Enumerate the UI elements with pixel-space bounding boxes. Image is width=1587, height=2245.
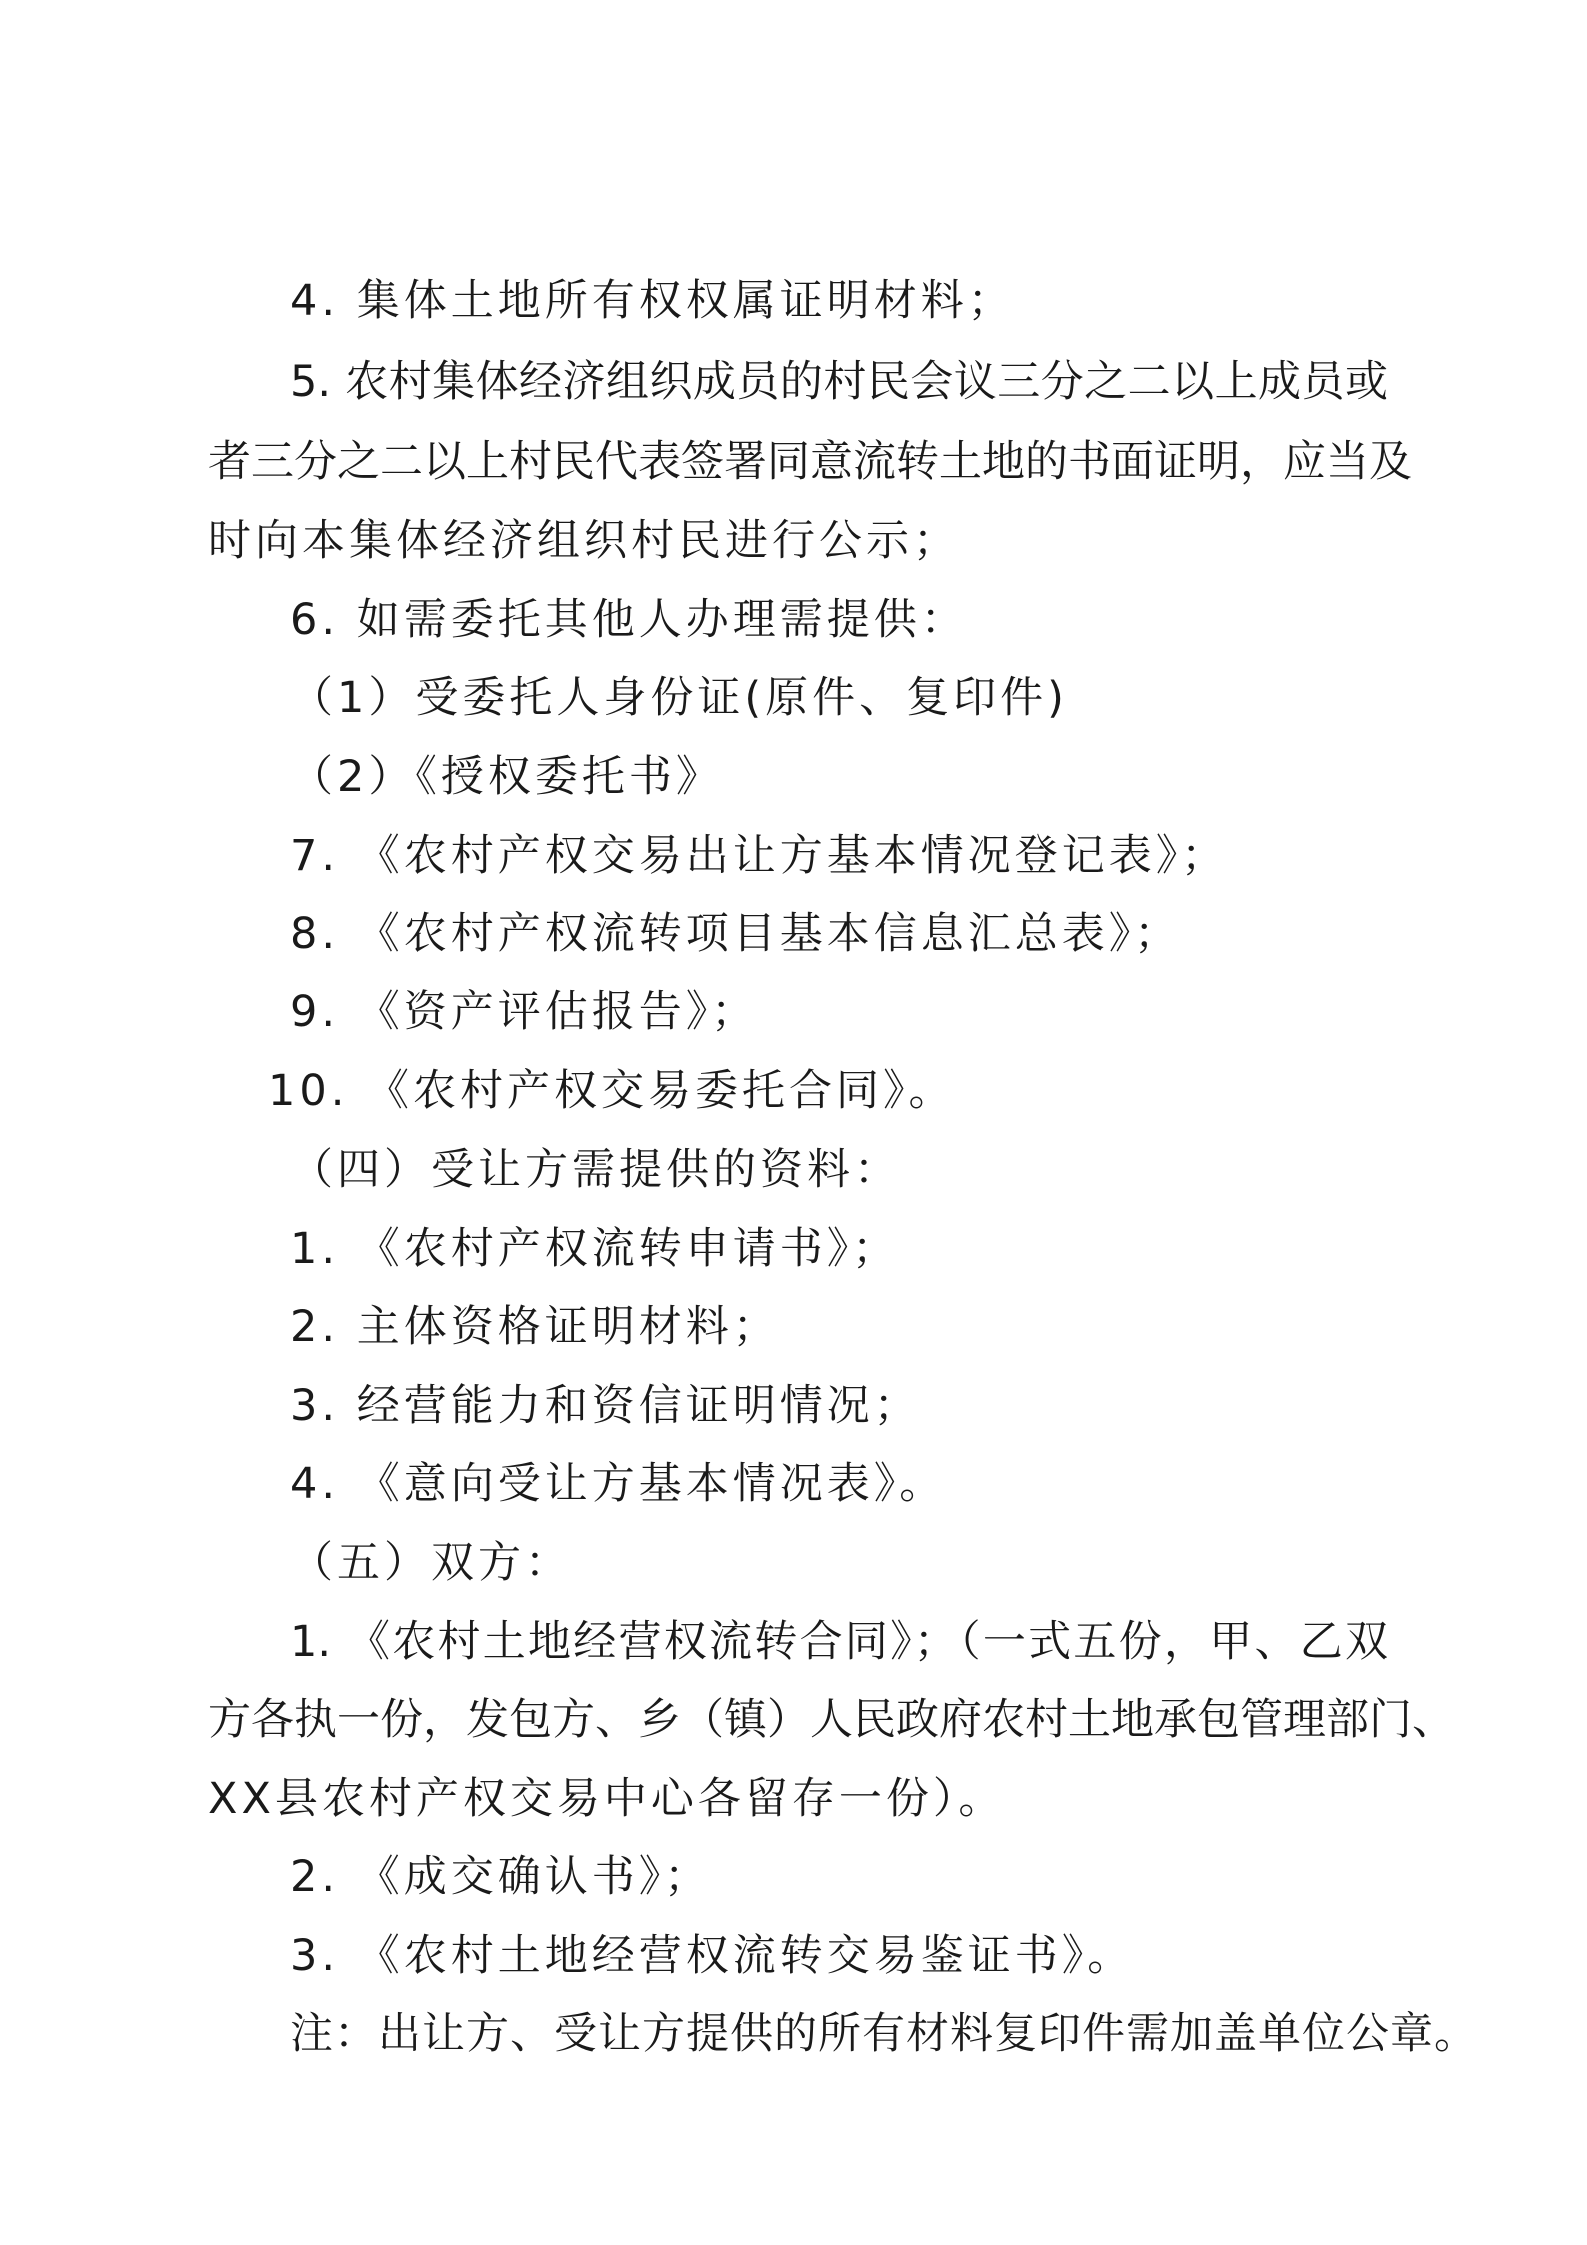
item-10-entrustment-contract: 10. 《农村产权交易委托合同》。 [268, 1066, 956, 1116]
both-parties-item-1-line-2: 方各执一份，发包方、乡（镇）人民政府农村土地承包管理部门、 [208, 1695, 1455, 1745]
section-4-heading: （四）受让方需提供的资料： [290, 1145, 901, 1195]
both-parties-item-1-line-3: XX县农村产权交易中心各留存一份）。 [208, 1774, 1006, 1824]
item-6-delegation: 6. 如需委托其他人办理需提供： [290, 595, 968, 645]
item-5-village-consent-line-3: 时向本集体经济组织村民进行公示； [208, 516, 960, 566]
item-4-ownership-proof: 4. 集体土地所有权权属证明材料； [290, 276, 1015, 326]
item-7-transferor-registration: 7. 《农村产权交易出让方基本情况登记表》； [290, 831, 1229, 881]
item-8-project-summary: 8. 《农村产权流转项目基本信息汇总表》； [290, 909, 1182, 959]
transferee-item-1: 1. 《农村产权流转申请书》； [290, 1224, 900, 1274]
both-parties-item-3: 3. 《农村土地经营权流转交易鉴证书》。 [290, 1931, 1135, 1981]
item-5-village-consent-line-1: 5. 农村集体经济组织成员的村民会议三分之二以上成员或 [290, 357, 1388, 407]
item-6-sub-2-authorization: （2）《授权委托书》 [290, 752, 723, 802]
transferee-item-3: 3. 经营能力和资信证明情况； [290, 1381, 921, 1431]
section-5-heading: （五）双方： [290, 1538, 572, 1588]
transferee-item-2: 2. 主体资格证明材料； [290, 1302, 780, 1352]
item-5-village-consent-line-2: 者三分之二以上村民代表签署同意流转土地的书面证明，应当及 [208, 437, 1412, 487]
item-9-asset-appraisal: 9. 《资产评估报告》； [290, 987, 759, 1037]
item-6-sub-1-id-card: （1）受委托人身份证(原件、复印件) [290, 673, 1068, 723]
both-parties-item-1-line-1: 1. 《农村土地经营权流转合同》；（一式五份，甲、乙双 [290, 1617, 1388, 1667]
transferee-item-4: 4. 《意向受让方基本情况表》。 [290, 1459, 947, 1509]
note-official-seal: 注：出让方、受让方提供的所有材料复印件需加盖单位公章。 [290, 2009, 1478, 2059]
both-parties-item-2: 2. 《成交确认书》； [290, 1852, 712, 1902]
